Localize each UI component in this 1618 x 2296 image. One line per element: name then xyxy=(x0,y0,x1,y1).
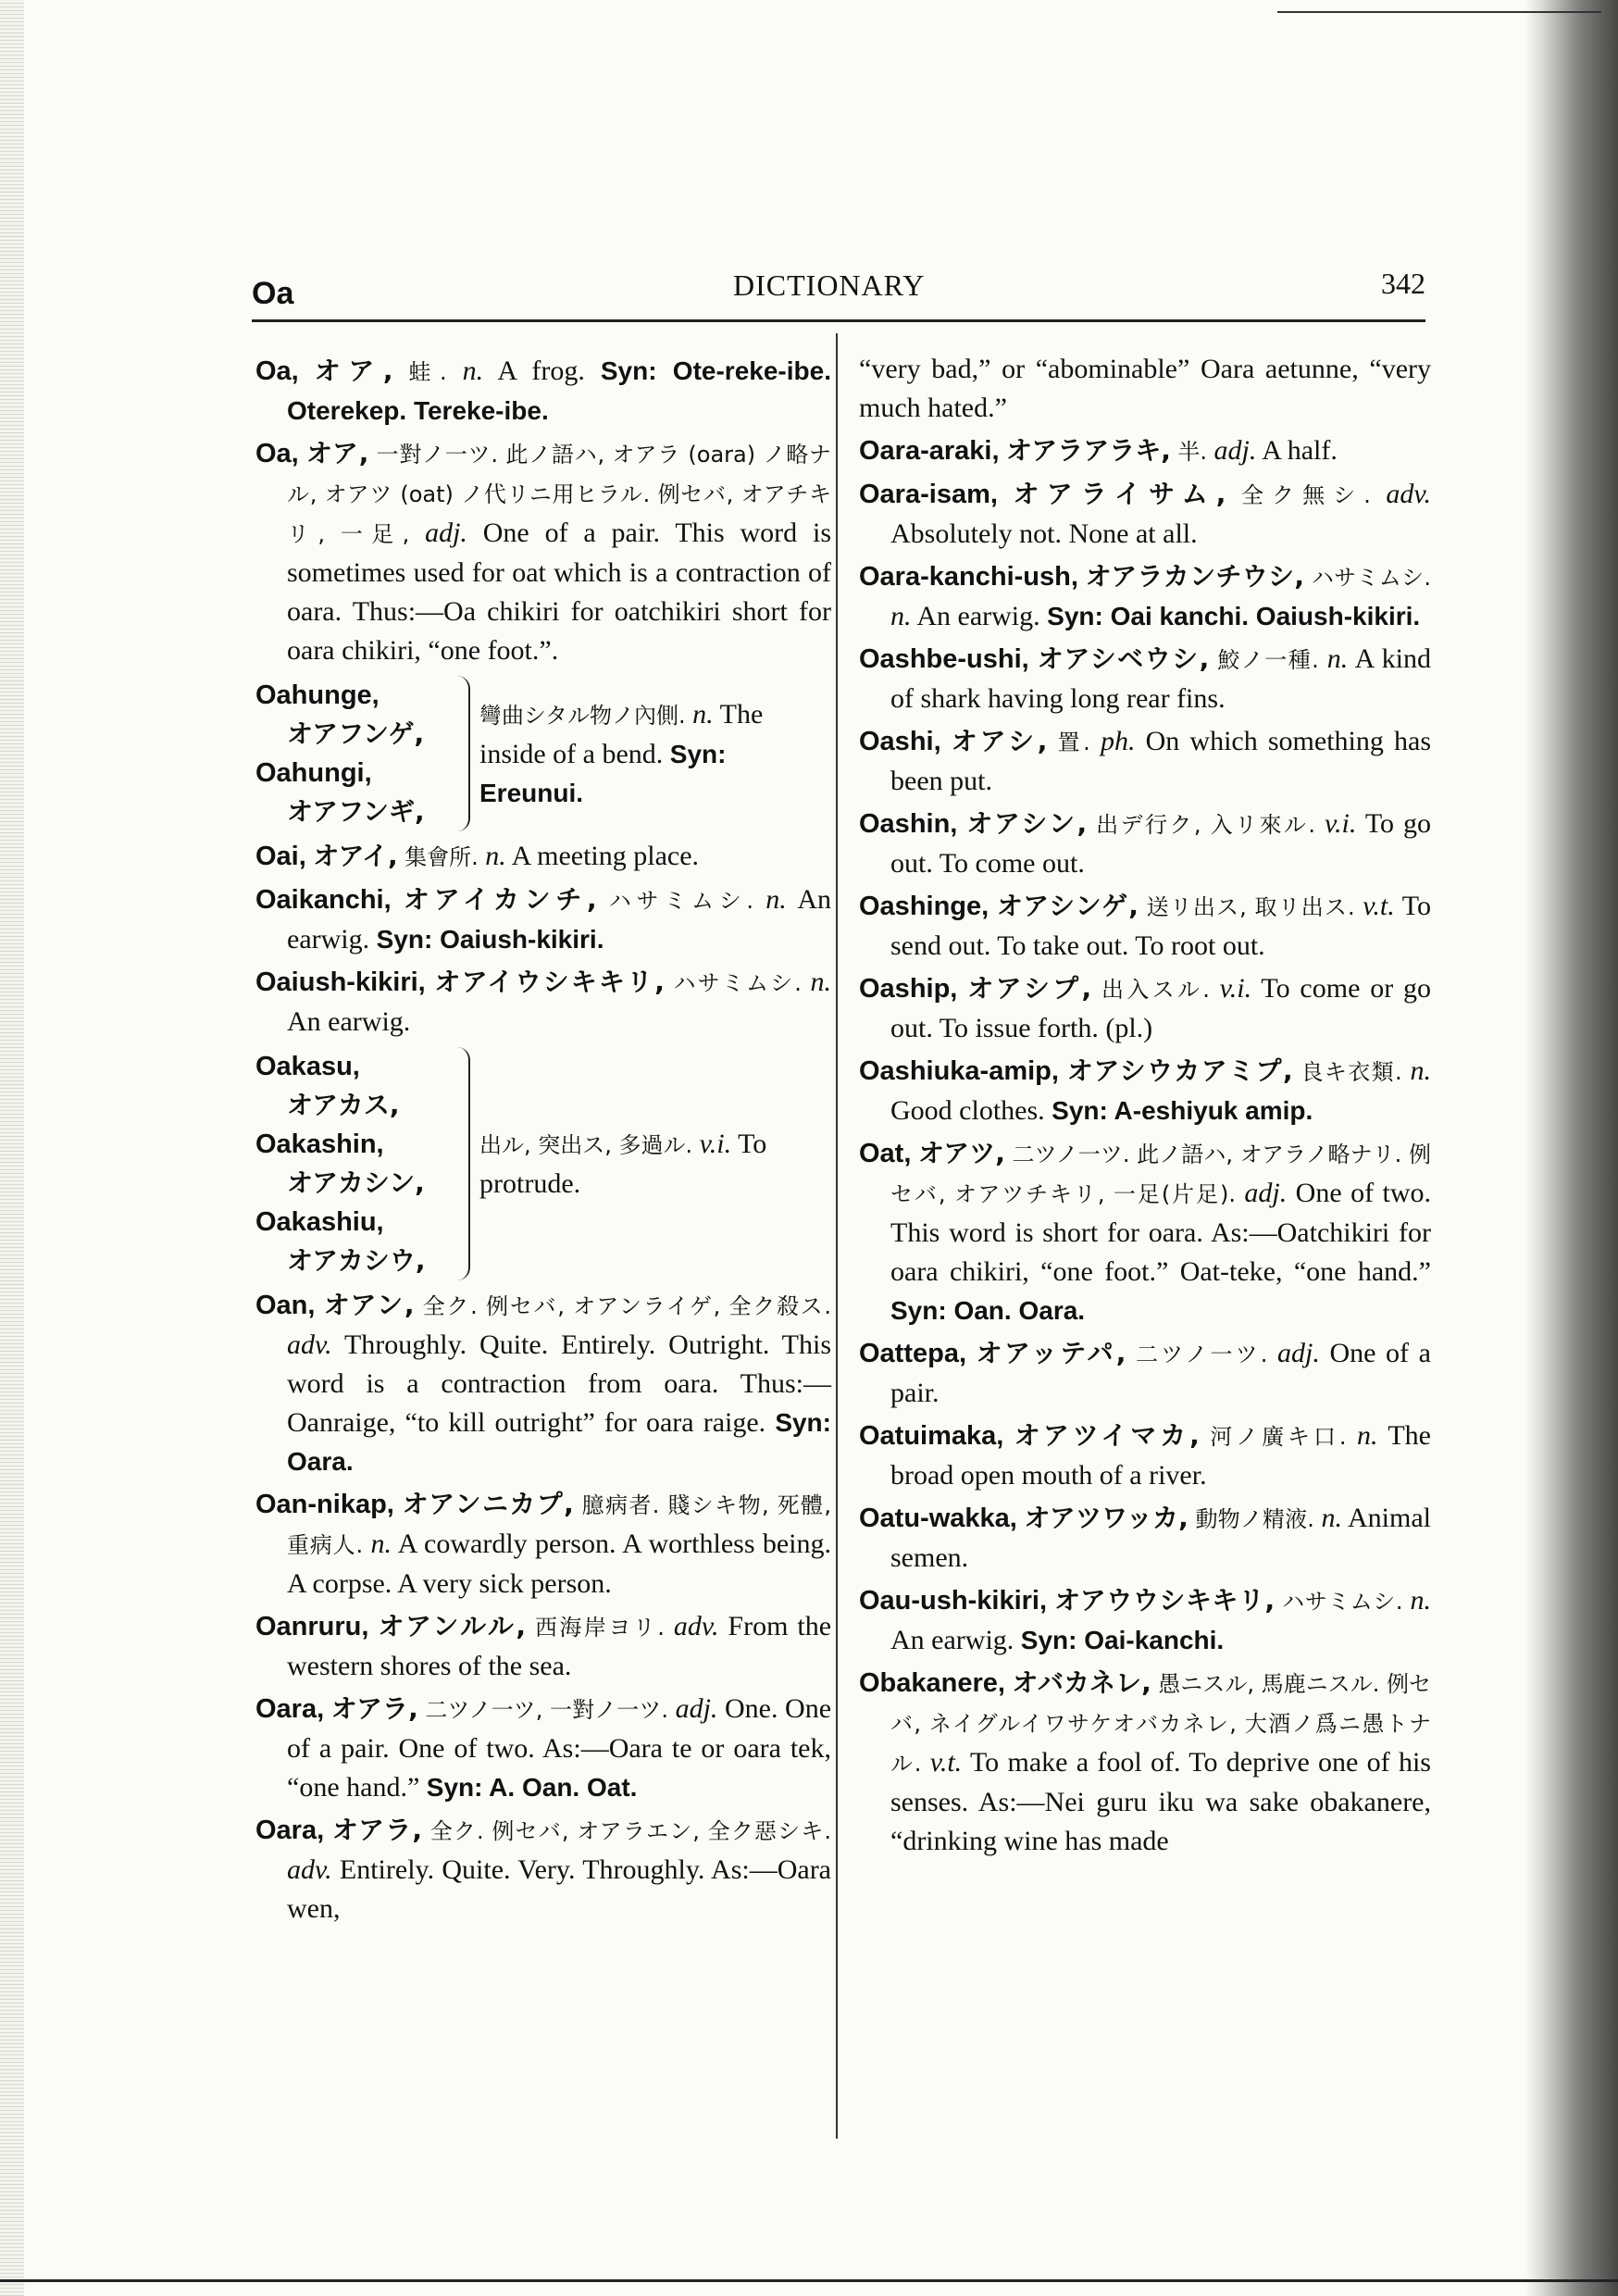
part-of-speech: adj. xyxy=(1276,1338,1320,1368)
part-of-speech: v.i. xyxy=(699,1128,732,1159)
part-of-speech: v.i. xyxy=(1219,973,1252,1004)
headword-kana: オアウウシキキリ, xyxy=(1054,1585,1276,1616)
english-definition: One. One of a pair. One of two. As:—Oara te or oara tek, “one hand.” xyxy=(287,1693,832,1803)
english-definition: An earwig. xyxy=(916,601,1040,631)
headword: Obakanere, xyxy=(859,1668,1005,1698)
headword: Oa, xyxy=(255,356,299,386)
bottom-rule xyxy=(0,2279,1618,2282)
part-of-speech: ph. xyxy=(1100,726,1136,756)
english-definition: An earwig. xyxy=(287,884,831,955)
headword-kana: オアイカンチ, xyxy=(403,884,597,915)
english-definition: To send out. To take out. To root out. xyxy=(890,891,1432,961)
dictionary-entry xyxy=(255,1485,831,1603)
dictionary-entry xyxy=(859,1052,1431,1130)
dictionary-entry xyxy=(859,1134,1431,1330)
dictionary-entry xyxy=(859,1499,1431,1578)
headword: Oatu-wakka, xyxy=(859,1504,1017,1533)
headword: Oat, xyxy=(859,1139,912,1168)
column-divider xyxy=(836,333,838,2139)
headword-kana: オアカシン, xyxy=(287,1167,425,1198)
part-of-speech: v.i. xyxy=(1324,808,1357,839)
english-definition: A kind of shark having long rear fins. xyxy=(890,643,1431,714)
headword-group xyxy=(255,676,450,831)
headword: Oaikanchi, xyxy=(255,885,392,915)
headword-kana: オアンニカプ, xyxy=(402,1489,574,1519)
part-of-speech: adv. xyxy=(1386,479,1431,509)
part-of-speech: n. xyxy=(692,698,714,730)
dictionary-entry xyxy=(255,880,831,959)
english-definition: A half. xyxy=(1262,435,1338,466)
japanese-gloss: 臆病者. 賤シキ物, 死體, 重病人. xyxy=(287,1492,831,1558)
part-of-speech: v.t. xyxy=(929,1747,963,1778)
synonyms: Syn: Oai kanchi. Oaiush-kikiri. xyxy=(1047,602,1421,630)
headword: Oaship, xyxy=(859,974,958,1004)
headword-kana: オアシン, xyxy=(966,808,1088,839)
japanese-gloss: 半. xyxy=(1177,439,1207,465)
part-of-speech: n. xyxy=(1326,643,1349,674)
part-of-speech: adv. xyxy=(287,1329,332,1360)
headword-kana: オアラ, xyxy=(331,1815,423,1845)
headword-kana: オアシプ, xyxy=(967,973,1092,1004)
part-of-speech: adj. xyxy=(425,518,467,548)
japanese-gloss: 二ツノ一ツ, 一對ノ一ツ. xyxy=(425,1697,668,1723)
japanese-gloss: 西海岸ヨリ. xyxy=(534,1615,665,1641)
left-column xyxy=(255,352,831,1932)
part-of-speech: n. xyxy=(765,884,787,915)
japanese-gloss: 二ツノ一ツ. 此ノ語ハ, オアラノ略ナリ. 例セバ, オアツチキリ, 一足(片足). xyxy=(890,1142,1432,1207)
headword-kana: オアカス, xyxy=(287,1090,400,1120)
japanese-gloss: 動物ノ精液. xyxy=(1195,1506,1314,1532)
synonyms: Syn: A. Oan. Oat. xyxy=(426,1773,638,1802)
brace-icon xyxy=(450,676,470,831)
part-of-speech: n. xyxy=(1410,1585,1431,1616)
dictionary-entry xyxy=(255,1811,831,1928)
headword-kana: オアイウシキキリ, xyxy=(434,967,665,997)
dictionary-entry xyxy=(255,963,831,1042)
headword: Oara-isam, xyxy=(859,480,998,509)
japanese-gloss: 出ル, 突出ス, 多過ル. xyxy=(479,1131,693,1158)
right-column xyxy=(859,350,1431,1865)
headword: Oau-ush-kikiri, xyxy=(859,1586,1048,1616)
english-definition: On which something has been put. xyxy=(890,726,1431,796)
english-definition: To make a fool of. To deprive one of his senses. As:—Nei guru iku wa sake obakanere, “drinking wine has made xyxy=(890,1747,1431,1856)
headword-kana: オア, xyxy=(314,356,393,386)
headword-kana: オアンルル, xyxy=(378,1611,526,1641)
headword: Oashi, xyxy=(859,727,941,756)
headword-kana: オアツワッカ, xyxy=(1024,1503,1189,1533)
part-of-speech: n. xyxy=(485,841,506,871)
headword: Oara-araki, xyxy=(859,436,1000,466)
page-edge-left xyxy=(0,0,24,2296)
english-definition: Absolutely not. None at all. xyxy=(890,518,1198,549)
part-of-speech: n. xyxy=(1410,1055,1432,1086)
section-label: Oa xyxy=(252,276,294,311)
part-of-speech: adj. xyxy=(1244,1178,1288,1208)
part-of-speech: adv. xyxy=(287,1854,332,1885)
headword: Oakashin, xyxy=(255,1129,384,1159)
synonyms: Syn: Oai-kanchi. xyxy=(1020,1626,1225,1654)
japanese-gloss: ハサミムシ. xyxy=(608,888,754,914)
running-head xyxy=(252,268,1425,324)
dictionary-entry xyxy=(859,431,1431,471)
dictionary-entry xyxy=(255,434,831,670)
japanese-gloss: ハサミムシ. xyxy=(1282,1589,1403,1615)
japanese-gloss: 出入スル. xyxy=(1101,977,1210,1003)
english-definition: Animal semen. xyxy=(890,1503,1432,1573)
synonyms: Syn: Oaiush-kikiri. xyxy=(376,925,604,954)
english-definition: One of a pair. xyxy=(890,1338,1431,1408)
part-of-speech: n. xyxy=(1321,1503,1343,1533)
dictionary-entry xyxy=(859,1664,1431,1861)
headword-kana: オアシウカアミプ, xyxy=(1066,1055,1293,1086)
japanese-gloss: ハサミムシ. xyxy=(1311,565,1431,591)
headword: Oai, xyxy=(255,842,306,871)
dictionary-entry xyxy=(859,969,1431,1048)
headword-kana: オアイ, xyxy=(313,841,398,871)
headword: Oakashiu, xyxy=(255,1207,384,1237)
headword-group xyxy=(255,1047,450,1280)
headword-kana: オアラカンチウシ, xyxy=(1085,561,1304,592)
dictionary-entry xyxy=(255,837,831,877)
japanese-gloss: 二ツノ一ツ. xyxy=(1136,1341,1268,1367)
dictionary-entry xyxy=(255,352,831,430)
japanese-gloss: 一對ノ一ツ. 此ノ語ハ, オアラ (oara) ノ略ナル, オアツ (oat) ノ代リニ用ヒラル. 例セバ, オアチキリ, 一足, xyxy=(287,442,832,547)
english-definition: An earwig. xyxy=(890,1625,1014,1655)
headword: Oan, xyxy=(255,1291,316,1320)
part-of-speech: n. xyxy=(1356,1420,1378,1451)
entry-definition xyxy=(479,1125,831,1204)
english-definition: A cowardly person. A worthless being. A corpse. A very sick person. xyxy=(287,1529,831,1599)
dictionary-entry xyxy=(859,475,1431,554)
dictionary-entry xyxy=(859,805,1431,883)
headword: Oashinge, xyxy=(859,892,989,921)
dictionary-entry xyxy=(255,1286,831,1481)
dictionary-entry xyxy=(859,1334,1431,1413)
headword: Oashbe-ushi, xyxy=(859,644,1029,674)
headword-kana: オアラ, xyxy=(330,1693,418,1724)
entry-definition xyxy=(479,695,831,813)
japanese-gloss: 置. xyxy=(1057,730,1090,755)
english-definition: Throughly. Quite. Entirely. Outright. This word is a contraction from oara. Thus:—Oanraige, “to kill outright” for oara raige. xyxy=(287,1329,831,1438)
english-definition: Good clothes. xyxy=(890,1095,1045,1126)
part-of-speech: adj. xyxy=(675,1693,718,1724)
part-of-speech: n. xyxy=(370,1529,392,1559)
english-definition: Entirely. Quite. Very. Throughly. As:—Oara wen, xyxy=(287,1854,831,1924)
header-rule xyxy=(252,319,1425,322)
part-of-speech: n. xyxy=(890,601,912,631)
dictionary-entry xyxy=(859,887,1431,966)
headword-kana: オアツ, xyxy=(917,1138,1005,1168)
japanese-gloss: 河ノ廣キ口. xyxy=(1210,1424,1347,1450)
synonyms: Syn: A-eshiyuk amip. xyxy=(1052,1096,1313,1125)
japanese-gloss: 送リ出ス, 取リ出ス. xyxy=(1146,894,1355,920)
part-of-speech: n. xyxy=(462,356,484,386)
headword-kana: オアシベウシ, xyxy=(1037,643,1210,674)
headword: Oahunge, xyxy=(255,680,380,710)
headword-kana: オアフンギ, xyxy=(287,796,425,827)
headword-kana: オアツイマカ, xyxy=(1014,1420,1200,1451)
english-definition: The inside of a bend. xyxy=(479,698,764,769)
headword: Oanruru, xyxy=(255,1612,369,1641)
english-definition: One of a pair. This word is sometimes used for oat which is a contraction of oara. Thus:—Oa chikiri for oatchikiri short for oara chikiri, “one foot.”. xyxy=(287,518,832,666)
headword: Oa, xyxy=(255,439,299,468)
japanese-gloss: 彎曲シタル物ノ內側. xyxy=(479,702,686,729)
page-title: DICTIONARY xyxy=(733,268,926,302)
headword: Oakasu, xyxy=(255,1052,360,1081)
japanese-gloss: 愚ニスル, 馬鹿ニスル. 例セバ, ネイグルイワサケオバカネレ, 大酒ノ爲ニ愚トナル. xyxy=(890,1671,1432,1777)
english-definition: To protrude. xyxy=(479,1128,767,1199)
japanese-gloss: ハサミムシ. xyxy=(673,970,802,996)
headword-kana: オアフンゲ, xyxy=(287,718,425,749)
headword: Oara, xyxy=(255,1694,325,1724)
headword: Oashin, xyxy=(859,809,958,839)
synonyms: Syn: Oan. Oara. xyxy=(890,1296,1086,1325)
english-definition: A meeting place. xyxy=(511,841,700,871)
headword-kana: オア, xyxy=(306,438,369,468)
headword: Oattepa, xyxy=(859,1339,967,1368)
japanese-gloss: 全ク無シ. xyxy=(1240,482,1371,508)
english-definition: One of two. This word is short for oara. As:—Oatchikiri for oara chikiri, “one foot.” Oat-teke, “one hand.” xyxy=(890,1178,1431,1287)
japanese-gloss: 全ク. 例セバ, オアラエン, 全ク惡シキ. xyxy=(429,1818,832,1844)
brace-icon xyxy=(450,1047,470,1280)
english-definition: To go out. To come out. xyxy=(890,808,1432,879)
headword: Oahungi, xyxy=(255,758,372,788)
part-of-speech: v.t. xyxy=(1363,891,1395,921)
headword-kana: オアシ, xyxy=(951,726,1048,756)
japanese-gloss: 集會所. xyxy=(404,844,479,870)
dictionary-entry xyxy=(859,722,1431,801)
part-of-speech: adj. xyxy=(1214,435,1257,466)
dictionary-entry xyxy=(859,350,1431,428)
headword: Oara, xyxy=(255,1816,325,1845)
japanese-gloss: 良キ衣類. xyxy=(1301,1059,1402,1085)
headword-kana: オアライサム, xyxy=(1013,479,1226,509)
dictionary-entry xyxy=(859,640,1431,718)
top-rule xyxy=(1277,11,1601,13)
page-number: 342 xyxy=(1381,267,1425,300)
dictionary-entry-group xyxy=(255,676,831,831)
dictionary-entry-group xyxy=(255,1047,831,1280)
synonyms: Syn: Ote-reke-ibe. Oterekep. Tereke-ibe. xyxy=(287,356,831,425)
headword-kana: オアカシウ, xyxy=(287,1245,426,1276)
headword-kana: オアン, xyxy=(323,1290,415,1320)
headword: Oan-nikap, xyxy=(255,1490,394,1519)
headword-kana: オアラアラキ, xyxy=(1006,435,1171,466)
japanese-gloss: 鮫ノ一種. xyxy=(1217,647,1319,673)
page-edge-right xyxy=(1525,0,1618,2296)
japanese-gloss: 全ク. 例セバ, オアンライゲ, 全ク殺ス. xyxy=(422,1293,832,1319)
part-of-speech: n. xyxy=(810,967,832,997)
dictionary-entry xyxy=(255,1690,831,1807)
japanese-gloss: 蛙. xyxy=(408,359,447,385)
headword: Oara-kanchi-ush, xyxy=(859,562,1078,592)
dictionary-entry xyxy=(255,1607,831,1686)
english-definition: The broad open mouth of a river. xyxy=(890,1420,1431,1491)
headword-kana: オアッテパ, xyxy=(976,1338,1126,1368)
english-definition: An earwig. xyxy=(287,1006,411,1037)
dictionary-entry xyxy=(859,557,1431,636)
headword: Oaiush-kikiri, xyxy=(255,967,426,997)
japanese-gloss: 出デ行ク, 入リ來ル. xyxy=(1096,812,1316,838)
synonyms: Syn: Oara. xyxy=(287,1408,831,1476)
dictionary-entry xyxy=(859,1581,1431,1660)
dictionary-entry xyxy=(859,1416,1431,1495)
headword-kana: オアシンゲ, xyxy=(996,891,1139,921)
headword: Oatuimaka, xyxy=(859,1421,1004,1451)
continued-definition: “very bad,” or “abominable” Oara aetunne, “very much hated.” xyxy=(859,354,1431,423)
english-definition: From the western shores of the sea. xyxy=(287,1611,832,1681)
part-of-speech: adv. xyxy=(673,1611,719,1641)
headword-kana: オバカネレ, xyxy=(1012,1667,1151,1698)
english-definition: A frog. xyxy=(497,356,585,386)
synonyms: Syn: Ereunui. xyxy=(479,739,727,807)
headword: Oashiuka-amip, xyxy=(859,1056,1059,1086)
english-definition: To come or go out. To issue forth. (pl.) xyxy=(890,973,1432,1043)
